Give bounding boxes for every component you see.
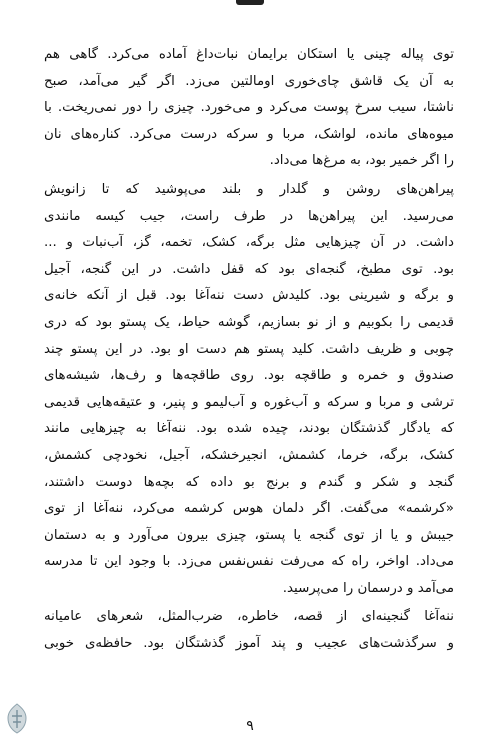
text-line: را اگر خمیر بود، به مرغ‌ها می‌داد. xyxy=(269,153,454,169)
text-line: توی پیاله چینی یا استکان برایمان نبات‌داغ آماده می‌کرد. گاهی هم xyxy=(44,47,454,62)
text-line: و برگه و شیرینی بود. کلیدش دست ننه‌آغا بود. قبل از آنکه خانه‌ی xyxy=(44,288,454,304)
text-line: کشک، برگه، خرما، کشمش، انجیرخشکه، آجیل، نخودچی کشمش، xyxy=(44,447,454,463)
text-line: میوه‌های مانده، لواشک، مربا و سرکه درست می‌کرد. کناره‌های نان xyxy=(44,126,454,142)
text-line: می‌رسید. این پیراهن‌ها در طرف راست، جیب کیسه مانندی xyxy=(44,208,454,224)
text-line: به آن یک قاشق چای‌خوری اومالتین می‌زد. اگر گیر می‌آمد، صبح xyxy=(44,73,454,89)
text-line: می‌داد. اواخر، راه که می‌رفت نفس‌نفس می‌زد. با وجود این تا مدرسه xyxy=(44,554,454,570)
text-line: ترشی و مربا و سرکه و آب‌غوره و آب‌لیمو و پنیر، و عتیقه‌هایی قدیمی xyxy=(44,394,454,410)
page-number: ۹ xyxy=(246,718,254,734)
text-line: جیبش و یا از توی گنجه یا پستو، چیزی بیرون می‌آورد و به دستمان xyxy=(44,527,454,543)
page-body xyxy=(44,42,454,660)
text-line: ناشتا، سیب سرخ پوست می‌کرد و می‌خورد. چیزی را دور نمی‌ریخت. با xyxy=(44,100,454,116)
paragraph-2 xyxy=(44,177,454,603)
library-seal-icon xyxy=(4,702,30,736)
text-line: و سرگذشت‌های عجیب و پند آموز گذشتگان بود. حافظه‌ی خوبی xyxy=(44,636,454,652)
text-line: بود. توی مطبخ، گنجه‌ای بود که قفل داشت. در این گنجه، آجیل xyxy=(44,261,454,277)
text-line: می‌آمد و درسمان را می‌پرسید. xyxy=(282,580,454,596)
text-line: ننه‌آغا گنجینه‌ای از قصه، خاطره، ضرب‌المثل، شعرهای عامیانه xyxy=(44,609,454,625)
text-line: که یادگار گذشتگان بودند، چیده شده بود. ننه‌آغا به چیزهایی مانند xyxy=(44,421,454,437)
text-line: چوبی و ظریف داشت. کلید پستو هم دست او بود. در این پستو چند xyxy=(44,341,454,357)
text-line: «کرشمه» می‌گفت. اگر دلمان هوس کرشمه می‌کرد، ننه‌آغا از توی xyxy=(44,501,454,517)
text-line: صندوق و خمره و طاقچه بود. روی طاقچه‌ها و رف‌ها، شیشه‌های xyxy=(44,368,454,384)
text-line: داشت. در آن چیزهایی مثل برگه، کشک، تخمه، گز، آب‌نبات و ... xyxy=(44,235,454,251)
text-line: قدیمی را بکوبیم و از نو بسازیم، گوشه حیاط، یک پستو بود که دری xyxy=(44,314,454,330)
text-line: پیراهن‌های روشن و گلدار و بلند می‌پوشید که تا زانویش xyxy=(44,181,454,197)
paragraph-1 xyxy=(44,42,454,175)
text-line: گنجد و شکر و گندم و برنج بو داده که بچه‌ها دوست داشتند، xyxy=(44,474,454,490)
paragraph-3 xyxy=(44,604,454,657)
header-ornament xyxy=(236,0,264,5)
